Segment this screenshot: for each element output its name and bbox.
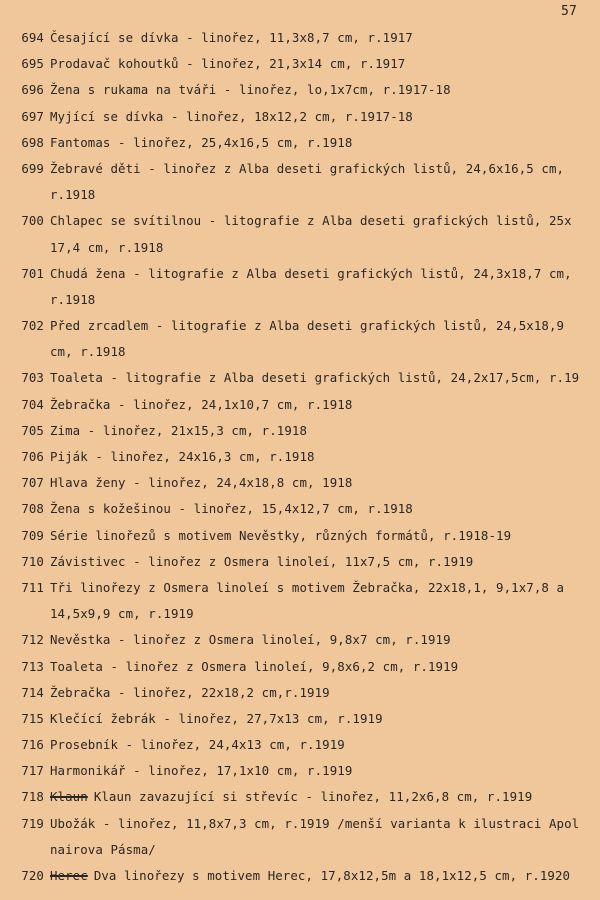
catalog-entry (0, 627, 600, 653)
entry-line-text: Harmonikář - linořez, 17,1x10 cm, r.1919 (50, 763, 353, 779)
entry-line-text: Chlapec se svítilnou - litografie z Alba deseti grafických listů, 25x (50, 213, 572, 229)
entry-line-text: Žena s rukama na tváři - linořez, lo,1x7cm, r.1917-18 (50, 82, 451, 98)
entry-line-text: Toaleta - linořez z Osmera linoleí, 9,8x6,2 cm, r.1919 (50, 658, 459, 674)
entry-text (50, 496, 600, 522)
entry-number: 696 (21, 82, 44, 98)
entry-text (50, 130, 600, 156)
entry-text (50, 392, 600, 418)
entry-text-line (50, 418, 600, 444)
catalog-entry (0, 208, 600, 260)
entry-number: 719 (21, 815, 44, 831)
entry-text (50, 627, 600, 653)
catalog-entry (0, 654, 600, 680)
entry-number: 712 (21, 632, 44, 648)
entry-text-line (50, 732, 600, 758)
entry-text (50, 313, 600, 365)
entry-line-text: 17,4 cm, r.1918 (50, 239, 164, 255)
entry-number: 714 (21, 684, 44, 700)
entry-text (50, 77, 600, 103)
entry-text-line (50, 706, 600, 732)
entry-text-line (50, 444, 600, 470)
entry-line-text: Série linořezů s motivem Nevěstky, různých formátů, r.1918-19 (50, 527, 512, 543)
entry-number: 720 (21, 868, 44, 883)
entry-text-line (50, 654, 600, 680)
entry-line-text: Žebravé děti - linořez z Alba deseti grafických listů, 24,6x16,5 cm, (50, 160, 565, 176)
entry-line-text: Hlava ženy - linořez, 24,4x18,8 cm, 1918 (50, 475, 353, 491)
entry-text (50, 470, 600, 496)
entry-line-text: Žebračka - linořez, 22x18,2 cm,r.1919 (50, 684, 330, 700)
entry-text (50, 863, 600, 889)
entry-line-text: Prosebník - linořez, 24,4x13 cm, r.1919 (50, 737, 345, 753)
entry-text (50, 51, 600, 77)
page-number: 57 (561, 4, 578, 19)
entry-text-line (50, 523, 600, 549)
entry-line-text: Fantomas - linořez, 25,4x16,5 cm, r.1918 (50, 134, 353, 150)
entry-number: 694 (21, 30, 44, 45)
entry-text (50, 261, 600, 313)
entry-number: 710 (21, 553, 44, 569)
entry-number: 707 (21, 475, 44, 491)
entry-text-line (50, 77, 600, 103)
entry-line-text: Myjící se dívka - linořez, 18x12,2 cm, r.1917-18 (50, 108, 413, 124)
catalog-entry (0, 77, 600, 103)
entry-line-text: Žena s kožešinou - linořez, 15,4x12,7 cm, r.1918 (50, 501, 413, 517)
entry-line-text: Před zrcadlem - litografie z Alba deseti grafických listů, 24,5x18,9 (50, 318, 565, 334)
entry-text-line (50, 261, 600, 287)
entry-line-text: Ubožák - linořez, 11,8x7,3 cm, r.1919 /menší varianta k ilustraci Apol (50, 815, 580, 831)
entry-text-line (50, 287, 600, 313)
entry-text-line (50, 496, 600, 522)
entry-text-line (50, 575, 600, 601)
entry-text (50, 811, 600, 863)
entry-text-line (50, 130, 600, 156)
entry-text-line (50, 758, 600, 784)
entry-line-text: Piják - linořez, 24x16,3 cm, r.1918 (50, 449, 315, 464)
entry-text (50, 784, 600, 810)
catalog-entry (0, 261, 600, 313)
entry-line-text: Klaun zavazující si střevíc - linořez, 11,2x6,8 cm, r.1919 (93, 789, 533, 805)
entry-number: 717 (21, 763, 44, 779)
entry-number: 705 (21, 422, 44, 438)
entry-line-text: Závistivec - linořez z Osmera linoleí, 11x7,5 cm, r.1919 (50, 553, 474, 569)
entry-line-text: r.1918 (50, 187, 96, 203)
entry-line-text: r.1918 (50, 291, 96, 307)
catalog-entry (0, 496, 600, 522)
entry-line-text: Česající se dívka - linořez, 11,3x8,7 cm, r.1917 (50, 30, 413, 45)
catalog-entry (0, 549, 600, 575)
struck-through-word: Klaun (50, 789, 88, 805)
entry-line-text: cm, r.1918 (50, 344, 126, 360)
catalog-entry (0, 444, 600, 470)
catalog-entry (0, 575, 600, 627)
entry-number: 699 (21, 160, 44, 176)
entry-line-text: Zima - linořez, 21x15,3 cm, r.1918 (50, 422, 308, 438)
entry-number: 703 (21, 370, 44, 386)
entry-number: 716 (21, 737, 44, 753)
catalog-entry (0, 313, 600, 365)
entry-text-line (50, 51, 600, 77)
entry-number: 704 (21, 396, 44, 412)
entry-text-line (50, 25, 600, 51)
entry-text-line (50, 235, 600, 261)
entry-text (50, 208, 600, 260)
entry-number: 702 (21, 318, 44, 334)
entry-text-line (50, 313, 600, 339)
entry-text-line (50, 837, 600, 863)
entry-number: 695 (21, 56, 44, 72)
entry-line-text: Klečící žebrák - linořez, 27,7x13 cm, r.1919 (50, 710, 383, 726)
catalog-entry (0, 418, 600, 444)
catalog-entry (0, 51, 600, 77)
entry-number: 698 (21, 134, 44, 150)
entry-text-line (50, 627, 600, 653)
entry-text (50, 365, 600, 391)
entry-text-line (50, 811, 600, 837)
entry-number: 700 (21, 213, 44, 229)
entry-line-text: Nevěstka - linořez z Osmera linoleí, 9,8x7 cm, r.1919 (50, 632, 451, 648)
entry-text-line (50, 156, 600, 182)
entry-text-line (50, 208, 600, 234)
entry-text-line (50, 104, 600, 130)
catalog-entry (0, 758, 600, 784)
entry-text (50, 706, 600, 732)
entry-number: 697 (21, 108, 44, 124)
entry-number: 709 (21, 527, 44, 543)
entry-text-line (50, 549, 600, 575)
entry-text (50, 575, 600, 627)
entry-line-text: Prodavač kohoutků - linořez, 21,3x14 cm, r.1917 (50, 56, 406, 72)
entry-text (50, 549, 600, 575)
entry-text (50, 418, 600, 444)
catalog-entry (0, 863, 600, 889)
entry-number: 706 (21, 449, 44, 464)
catalog-entry (0, 470, 600, 496)
catalog-entry (0, 706, 600, 732)
entry-text (50, 444, 600, 470)
entry-number: 718 (21, 789, 44, 805)
entry-number: 708 (21, 501, 44, 517)
entry-text-line (50, 863, 600, 889)
catalog-entry (0, 365, 600, 391)
entry-line-text: Dva linořezy s motivem Herec, 17,8x12,5m a 18,1x12,5 cm, r.1920 (93, 868, 571, 883)
entry-text (50, 523, 600, 549)
entry-number: 711 (21, 579, 44, 595)
entry-line-text: Chudá žena - litografie z Alba deseti grafických listů, 24,3x18,7 cm, (50, 265, 572, 281)
catalog-list (0, 25, 600, 889)
entry-number: 701 (21, 265, 44, 281)
catalog-entry (0, 25, 600, 51)
catalog-entry (0, 680, 600, 706)
entry-text-line (50, 601, 600, 627)
entry-line-text: Tři linořezy z Osmera linoleí s motivem Žebračka, 22x18,1, 9,1x7,8 a (50, 579, 565, 595)
entry-text (50, 680, 600, 706)
entry-line-text: nairova Pásma/ (50, 841, 156, 857)
entry-text (50, 654, 600, 680)
entry-text-line (50, 470, 600, 496)
entry-text-line (50, 680, 600, 706)
entry-text (50, 732, 600, 758)
entry-text-line (50, 784, 600, 810)
entry-text (50, 156, 600, 208)
struck-through-word: Herec (50, 868, 88, 883)
catalog-entry (0, 104, 600, 130)
entry-text (50, 104, 600, 130)
entry-text (50, 758, 600, 784)
entry-text-line (50, 392, 600, 418)
entry-line-text: Toaleta - litografie z Alba deseti grafických listů, 24,2x17,5cm, r.19 (50, 370, 580, 386)
catalog-entry (0, 784, 600, 810)
entry-line-text: 14,5x9,9 cm, r.1919 (50, 606, 194, 622)
catalog-entry (0, 732, 600, 758)
entry-text (50, 25, 600, 51)
catalog-entry (0, 392, 600, 418)
entry-text-line (50, 365, 600, 391)
entry-line-text: Žebračka - linořez, 24,1x10,7 cm, r.1918 (50, 396, 353, 412)
entry-text-line (50, 182, 600, 208)
catalog-entry (0, 156, 600, 208)
catalog-entry (0, 811, 600, 863)
catalog-entry (0, 523, 600, 549)
entry-number: 713 (21, 658, 44, 674)
catalog-entry (0, 130, 600, 156)
entry-text-line (50, 339, 600, 365)
entry-number: 715 (21, 710, 44, 726)
